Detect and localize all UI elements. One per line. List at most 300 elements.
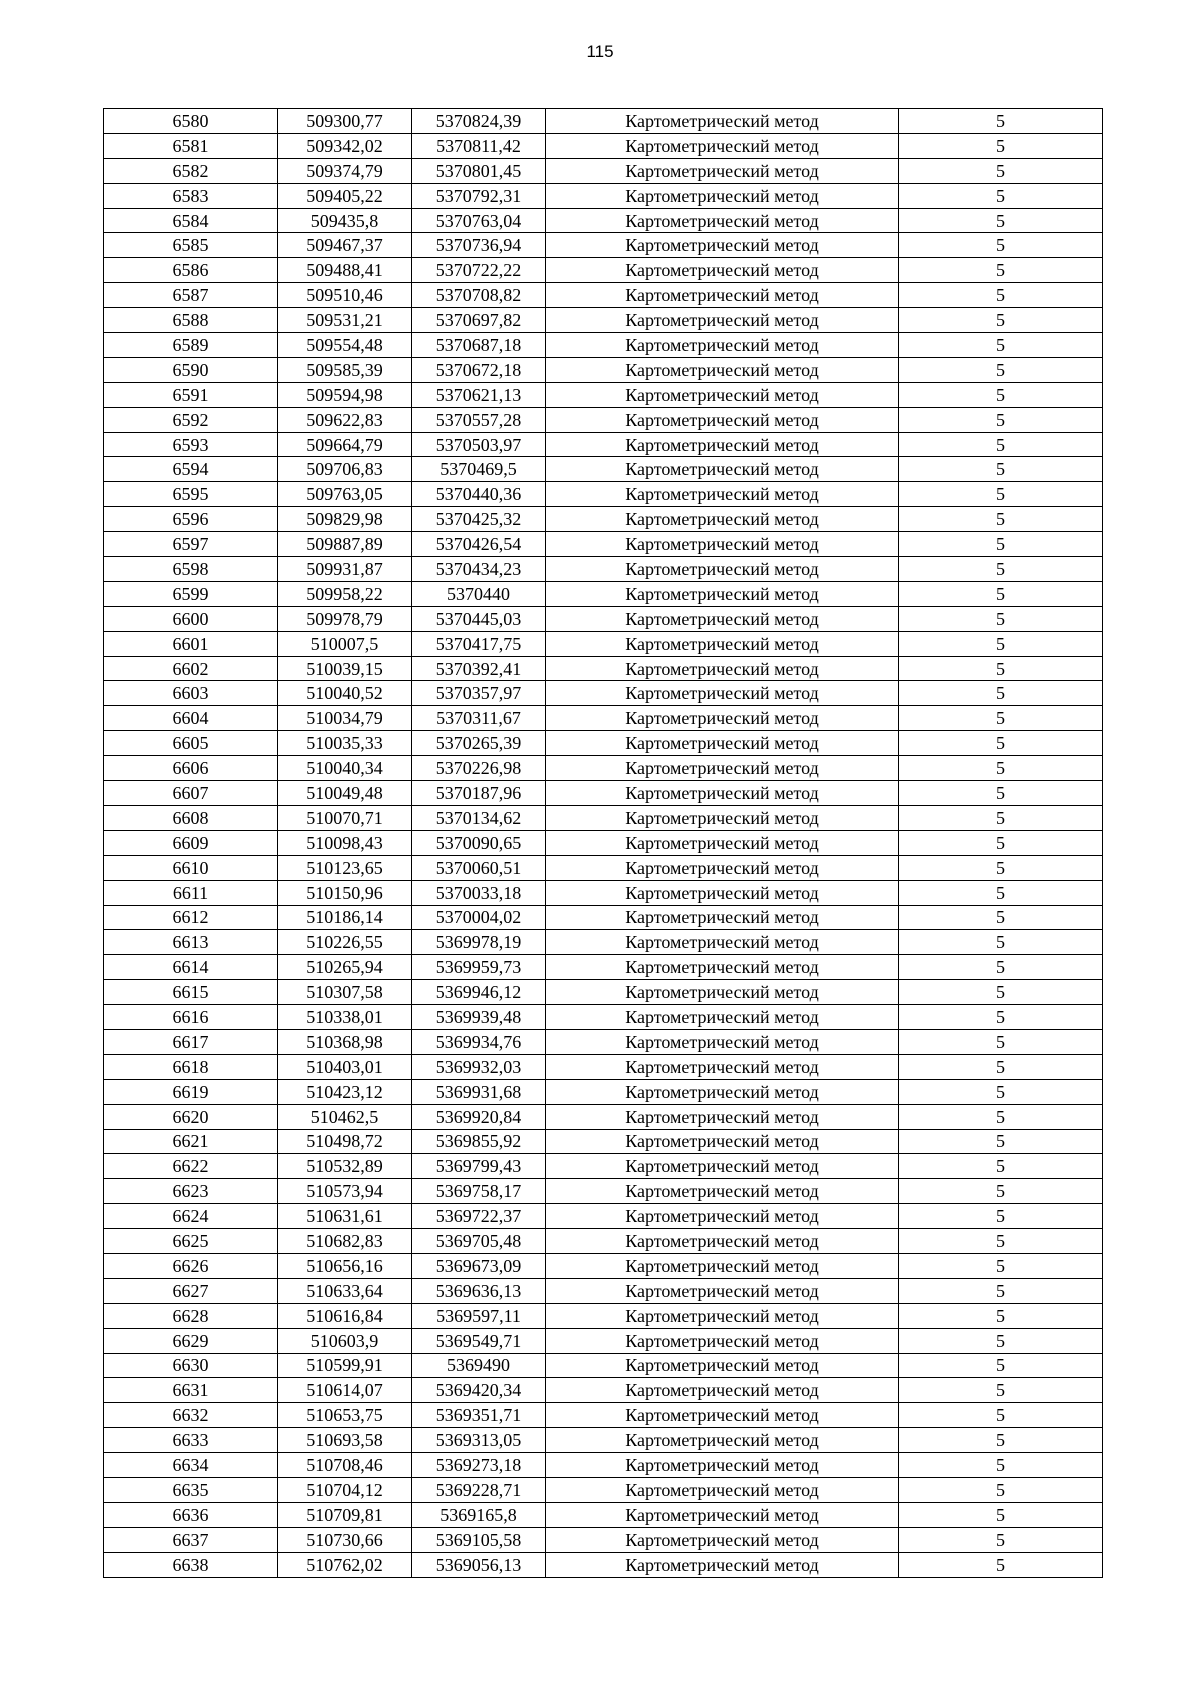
accuracy-cell: 5 (899, 656, 1103, 681)
accuracy-cell: 5 (899, 830, 1103, 855)
point-number-cell: 6599 (104, 581, 278, 606)
y-coordinate-cell: 5369636,13 (412, 1278, 546, 1303)
x-coordinate-cell: 509829,98 (278, 507, 412, 532)
accuracy-cell: 5 (899, 557, 1103, 582)
point-number-cell: 6629 (104, 1328, 278, 1353)
accuracy-cell: 5 (899, 706, 1103, 731)
method-cell: Картометрический метод (546, 333, 899, 358)
method-cell: Картометрический метод (546, 606, 899, 631)
point-number-cell: 6580 (104, 109, 278, 134)
table-row (104, 1179, 1103, 1204)
x-coordinate-cell: 509664,79 (278, 432, 412, 457)
y-coordinate-cell: 5370824,39 (412, 109, 546, 134)
x-coordinate-cell: 510123,65 (278, 855, 412, 880)
method-cell: Картометрический метод (546, 1527, 899, 1552)
accuracy-cell: 5 (899, 1229, 1103, 1254)
accuracy-cell: 5 (899, 532, 1103, 557)
x-coordinate-cell: 510034,79 (278, 706, 412, 731)
table-row (104, 606, 1103, 631)
method-cell: Картометрический метод (546, 1353, 899, 1378)
method-cell: Картометрический метод (546, 1154, 899, 1179)
y-coordinate-cell: 5370503,97 (412, 432, 546, 457)
x-coordinate-cell: 510070,71 (278, 805, 412, 830)
accuracy-cell: 5 (899, 357, 1103, 382)
page-number: 115 (586, 42, 614, 61)
y-coordinate-cell: 5370357,97 (412, 681, 546, 706)
y-coordinate-cell: 5370440,36 (412, 482, 546, 507)
table-row (104, 283, 1103, 308)
point-number-cell: 6600 (104, 606, 278, 631)
point-number-cell: 6593 (104, 432, 278, 457)
accuracy-cell: 5 (899, 1378, 1103, 1403)
method-cell: Картометрический метод (546, 308, 899, 333)
point-number-cell: 6615 (104, 980, 278, 1005)
table-row (104, 980, 1103, 1005)
table-row (104, 507, 1103, 532)
accuracy-cell: 5 (899, 1179, 1103, 1204)
y-coordinate-cell: 5370621,13 (412, 382, 546, 407)
y-coordinate-cell: 5370440 (412, 581, 546, 606)
x-coordinate-cell: 509887,89 (278, 532, 412, 557)
accuracy-cell: 5 (899, 1527, 1103, 1552)
method-cell: Картометрический метод (546, 781, 899, 806)
table-row (104, 830, 1103, 855)
x-coordinate-cell: 509978,79 (278, 606, 412, 631)
table-row (104, 1303, 1103, 1328)
y-coordinate-cell: 5370697,82 (412, 308, 546, 333)
method-cell: Картометрический метод (546, 1029, 899, 1054)
y-coordinate-cell: 5370763,04 (412, 208, 546, 233)
accuracy-cell: 5 (899, 1154, 1103, 1179)
y-coordinate-cell: 5369313,05 (412, 1428, 546, 1453)
method-cell: Картометрический метод (546, 283, 899, 308)
x-coordinate-cell: 510653,75 (278, 1403, 412, 1428)
y-coordinate-cell: 5369351,71 (412, 1403, 546, 1428)
table-row (104, 930, 1103, 955)
point-number-cell: 6604 (104, 706, 278, 731)
y-coordinate-cell: 5370801,45 (412, 158, 546, 183)
point-number-cell: 6589 (104, 333, 278, 358)
y-coordinate-cell: 5369673,09 (412, 1253, 546, 1278)
method-cell: Картометрический метод (546, 1104, 899, 1129)
point-number-cell: 6635 (104, 1477, 278, 1502)
point-number-cell: 6587 (104, 283, 278, 308)
table-row (104, 1353, 1103, 1378)
accuracy-cell: 5 (899, 482, 1103, 507)
table-row (104, 1204, 1103, 1229)
table-row (104, 1005, 1103, 1030)
table-row (104, 333, 1103, 358)
accuracy-cell: 5 (899, 382, 1103, 407)
y-coordinate-cell: 5370187,96 (412, 781, 546, 806)
method-cell: Картометрический метод (546, 830, 899, 855)
point-number-cell: 6625 (104, 1229, 278, 1254)
method-cell: Картометрический метод (546, 133, 899, 158)
x-coordinate-cell: 510614,07 (278, 1378, 412, 1403)
y-coordinate-cell: 5370722,22 (412, 258, 546, 283)
table-row (104, 1527, 1103, 1552)
method-cell: Картометрический метод (546, 1253, 899, 1278)
point-number-cell: 6603 (104, 681, 278, 706)
accuracy-cell: 5 (899, 1204, 1103, 1229)
y-coordinate-cell: 5370445,03 (412, 606, 546, 631)
table-row (104, 1129, 1103, 1154)
accuracy-cell: 5 (899, 183, 1103, 208)
y-coordinate-cell: 5369722,37 (412, 1204, 546, 1229)
method-cell: Картометрический метод (546, 382, 899, 407)
table-row (104, 1079, 1103, 1104)
method-cell: Картометрический метод (546, 1552, 899, 1577)
point-number-cell: 6616 (104, 1005, 278, 1030)
accuracy-cell: 5 (899, 1453, 1103, 1478)
coordinates-table-body (104, 109, 1103, 1578)
table-row (104, 656, 1103, 681)
x-coordinate-cell: 509531,21 (278, 308, 412, 333)
method-cell: Картометрический метод (546, 1005, 899, 1030)
y-coordinate-cell: 5369978,19 (412, 930, 546, 955)
method-cell: Картометрический метод (546, 183, 899, 208)
y-coordinate-cell: 5370134,62 (412, 805, 546, 830)
x-coordinate-cell: 510423,12 (278, 1079, 412, 1104)
method-cell: Картометрический метод (546, 805, 899, 830)
point-number-cell: 6602 (104, 656, 278, 681)
table-row (104, 432, 1103, 457)
method-cell: Картометрический метод (546, 1054, 899, 1079)
accuracy-cell: 5 (899, 855, 1103, 880)
y-coordinate-cell: 5369920,84 (412, 1104, 546, 1129)
method-cell: Картометрический метод (546, 357, 899, 382)
x-coordinate-cell: 510616,84 (278, 1303, 412, 1328)
table-row (104, 1278, 1103, 1303)
table-row (104, 109, 1103, 134)
table-row (104, 1453, 1103, 1478)
method-cell: Картометрический метод (546, 208, 899, 233)
method-cell: Картометрический метод (546, 158, 899, 183)
point-number-cell: 6628 (104, 1303, 278, 1328)
method-cell: Картометрический метод (546, 482, 899, 507)
table-row (104, 681, 1103, 706)
y-coordinate-cell: 5369105,58 (412, 1527, 546, 1552)
table-row (104, 731, 1103, 756)
point-number-cell: 6614 (104, 955, 278, 980)
x-coordinate-cell: 509435,8 (278, 208, 412, 233)
table-row (104, 457, 1103, 482)
accuracy-cell: 5 (899, 805, 1103, 830)
y-coordinate-cell: 5369228,71 (412, 1477, 546, 1502)
accuracy-cell: 5 (899, 1428, 1103, 1453)
y-coordinate-cell: 5370226,98 (412, 756, 546, 781)
point-number-cell: 6634 (104, 1453, 278, 1478)
table-row (104, 208, 1103, 233)
point-number-cell: 6606 (104, 756, 278, 781)
x-coordinate-cell: 509510,46 (278, 283, 412, 308)
method-cell: Картометрический метод (546, 880, 899, 905)
x-coordinate-cell: 510040,34 (278, 756, 412, 781)
method-cell: Картометрический метод (546, 407, 899, 432)
y-coordinate-cell: 5369758,17 (412, 1179, 546, 1204)
accuracy-cell: 5 (899, 606, 1103, 631)
table-row (104, 805, 1103, 830)
point-number-cell: 6607 (104, 781, 278, 806)
method-cell: Картометрический метод (546, 905, 899, 930)
point-number-cell: 6581 (104, 133, 278, 158)
y-coordinate-cell: 5369597,11 (412, 1303, 546, 1328)
accuracy-cell: 5 (899, 507, 1103, 532)
method-cell: Картометрический метод (546, 1502, 899, 1527)
point-number-cell: 6601 (104, 631, 278, 656)
accuracy-cell: 5 (899, 905, 1103, 930)
x-coordinate-cell: 510656,16 (278, 1253, 412, 1278)
x-coordinate-cell: 510709,81 (278, 1502, 412, 1527)
method-cell: Картометрический метод (546, 1079, 899, 1104)
method-cell: Картометрический метод (546, 631, 899, 656)
x-coordinate-cell: 510603,9 (278, 1328, 412, 1353)
table-row (104, 1253, 1103, 1278)
point-number-cell: 6605 (104, 731, 278, 756)
x-coordinate-cell: 510039,15 (278, 656, 412, 681)
x-coordinate-cell: 509374,79 (278, 158, 412, 183)
table-row (104, 258, 1103, 283)
y-coordinate-cell: 5369934,76 (412, 1029, 546, 1054)
table-row (104, 308, 1103, 333)
method-cell: Картометрический метод (546, 457, 899, 482)
x-coordinate-cell: 510049,48 (278, 781, 412, 806)
method-cell: Картометрический метод (546, 731, 899, 756)
method-cell: Картометрический метод (546, 233, 899, 258)
accuracy-cell: 5 (899, 333, 1103, 358)
x-coordinate-cell: 510693,58 (278, 1428, 412, 1453)
y-coordinate-cell: 5370672,18 (412, 357, 546, 382)
x-coordinate-cell: 510633,64 (278, 1278, 412, 1303)
table-row (104, 133, 1103, 158)
y-coordinate-cell: 5370033,18 (412, 880, 546, 905)
y-coordinate-cell: 5370736,94 (412, 233, 546, 258)
point-number-cell: 6620 (104, 1104, 278, 1129)
x-coordinate-cell: 509763,05 (278, 482, 412, 507)
y-coordinate-cell: 5369056,13 (412, 1552, 546, 1577)
method-cell: Картометрический метод (546, 432, 899, 457)
table-row (104, 1328, 1103, 1353)
point-number-cell: 6609 (104, 830, 278, 855)
accuracy-cell: 5 (899, 308, 1103, 333)
y-coordinate-cell: 5370811,42 (412, 133, 546, 158)
accuracy-cell: 5 (899, 1328, 1103, 1353)
method-cell: Картометрический метод (546, 1303, 899, 1328)
method-cell: Картометрический метод (546, 1179, 899, 1204)
x-coordinate-cell: 510403,01 (278, 1054, 412, 1079)
point-number-cell: 6597 (104, 532, 278, 557)
table-row (104, 557, 1103, 582)
point-number-cell: 6608 (104, 805, 278, 830)
point-number-cell: 6637 (104, 1527, 278, 1552)
y-coordinate-cell: 5369799,43 (412, 1154, 546, 1179)
accuracy-cell: 5 (899, 581, 1103, 606)
method-cell: Картометрический метод (546, 1378, 899, 1403)
x-coordinate-cell: 509488,41 (278, 258, 412, 283)
table-row (104, 880, 1103, 905)
x-coordinate-cell: 510730,66 (278, 1527, 412, 1552)
y-coordinate-cell: 5369939,48 (412, 1005, 546, 1030)
table-row (104, 1229, 1103, 1254)
method-cell: Картометрический метод (546, 1428, 899, 1453)
point-number-cell: 6613 (104, 930, 278, 955)
accuracy-cell: 5 (899, 631, 1103, 656)
y-coordinate-cell: 5370434,23 (412, 557, 546, 582)
point-number-cell: 6594 (104, 457, 278, 482)
method-cell: Картометрический метод (546, 258, 899, 283)
y-coordinate-cell: 5369490 (412, 1353, 546, 1378)
x-coordinate-cell: 509585,39 (278, 357, 412, 382)
table-row (104, 855, 1103, 880)
point-number-cell: 6595 (104, 482, 278, 507)
y-coordinate-cell: 5369959,73 (412, 955, 546, 980)
x-coordinate-cell: 510682,83 (278, 1229, 412, 1254)
x-coordinate-cell: 509342,02 (278, 133, 412, 158)
method-cell: Картометрический метод (546, 1328, 899, 1353)
method-cell: Картометрический метод (546, 557, 899, 582)
accuracy-cell: 5 (899, 133, 1103, 158)
point-number-cell: 6611 (104, 880, 278, 905)
x-coordinate-cell: 510599,91 (278, 1353, 412, 1378)
point-number-cell: 6588 (104, 308, 278, 333)
table-row (104, 382, 1103, 407)
accuracy-cell: 5 (899, 432, 1103, 457)
accuracy-cell: 5 (899, 681, 1103, 706)
method-cell: Картометрический метод (546, 855, 899, 880)
accuracy-cell: 5 (899, 1129, 1103, 1154)
table-row (104, 1428, 1103, 1453)
point-number-cell: 6627 (104, 1278, 278, 1303)
y-coordinate-cell: 5370469,5 (412, 457, 546, 482)
accuracy-cell: 5 (899, 1005, 1103, 1030)
y-coordinate-cell: 5369855,92 (412, 1129, 546, 1154)
method-cell: Картометрический метод (546, 1453, 899, 1478)
method-cell: Картометрический метод (546, 955, 899, 980)
y-coordinate-cell: 5369931,68 (412, 1079, 546, 1104)
y-coordinate-cell: 5369273,18 (412, 1453, 546, 1478)
x-coordinate-cell: 510498,72 (278, 1129, 412, 1154)
x-coordinate-cell: 510532,89 (278, 1154, 412, 1179)
y-coordinate-cell: 5369165,8 (412, 1502, 546, 1527)
x-coordinate-cell: 510307,58 (278, 980, 412, 1005)
method-cell: Картометрический метод (546, 507, 899, 532)
method-cell: Картометрический метод (546, 656, 899, 681)
point-number-cell: 6583 (104, 183, 278, 208)
accuracy-cell: 5 (899, 1403, 1103, 1428)
y-coordinate-cell: 5370392,41 (412, 656, 546, 681)
table-row (104, 1029, 1103, 1054)
x-coordinate-cell: 510035,33 (278, 731, 412, 756)
point-number-cell: 6584 (104, 208, 278, 233)
point-number-cell: 6582 (104, 158, 278, 183)
point-number-cell: 6636 (104, 1502, 278, 1527)
x-coordinate-cell: 509706,83 (278, 457, 412, 482)
method-cell: Картометрический метод (546, 1403, 899, 1428)
coordinates-table (103, 108, 1103, 1578)
x-coordinate-cell: 509405,22 (278, 183, 412, 208)
coordinates-table-container (103, 108, 1102, 1578)
y-coordinate-cell: 5370004,02 (412, 905, 546, 930)
accuracy-cell: 5 (899, 258, 1103, 283)
point-number-cell: 6619 (104, 1079, 278, 1104)
table-row (104, 1054, 1103, 1079)
point-number-cell: 6618 (104, 1054, 278, 1079)
table-row (104, 1104, 1103, 1129)
accuracy-cell: 5 (899, 233, 1103, 258)
x-coordinate-cell: 510368,98 (278, 1029, 412, 1054)
y-coordinate-cell: 5370265,39 (412, 731, 546, 756)
y-coordinate-cell: 5369946,12 (412, 980, 546, 1005)
table-row (104, 183, 1103, 208)
x-coordinate-cell: 509300,77 (278, 109, 412, 134)
table-row (104, 706, 1103, 731)
y-coordinate-cell: 5370090,65 (412, 830, 546, 855)
x-coordinate-cell: 510186,14 (278, 905, 412, 930)
y-coordinate-cell: 5370708,82 (412, 283, 546, 308)
method-cell: Картометрический метод (546, 980, 899, 1005)
x-coordinate-cell: 510708,46 (278, 1453, 412, 1478)
y-coordinate-cell: 5370311,67 (412, 706, 546, 731)
accuracy-cell: 5 (899, 158, 1103, 183)
point-number-cell: 6598 (104, 557, 278, 582)
method-cell: Картометрический метод (546, 1477, 899, 1502)
table-row (104, 532, 1103, 557)
x-coordinate-cell: 510007,5 (278, 631, 412, 656)
point-number-cell: 6624 (104, 1204, 278, 1229)
point-number-cell: 6585 (104, 233, 278, 258)
x-coordinate-cell: 510573,94 (278, 1179, 412, 1204)
point-number-cell: 6617 (104, 1029, 278, 1054)
table-row (104, 905, 1103, 930)
accuracy-cell: 5 (899, 1029, 1103, 1054)
accuracy-cell: 5 (899, 781, 1103, 806)
accuracy-cell: 5 (899, 1552, 1103, 1577)
method-cell: Картометрический метод (546, 581, 899, 606)
method-cell: Картометрический метод (546, 1204, 899, 1229)
accuracy-cell: 5 (899, 880, 1103, 905)
table-row (104, 407, 1103, 432)
x-coordinate-cell: 509467,37 (278, 233, 412, 258)
table-row (104, 1154, 1103, 1179)
y-coordinate-cell: 5370687,18 (412, 333, 546, 358)
table-row (104, 781, 1103, 806)
y-coordinate-cell: 5370426,54 (412, 532, 546, 557)
x-coordinate-cell: 510150,96 (278, 880, 412, 905)
accuracy-cell: 5 (899, 109, 1103, 134)
point-number-cell: 6623 (104, 1179, 278, 1204)
x-coordinate-cell: 510098,43 (278, 830, 412, 855)
table-row (104, 756, 1103, 781)
y-coordinate-cell: 5370792,31 (412, 183, 546, 208)
method-cell: Картометрический метод (546, 1278, 899, 1303)
accuracy-cell: 5 (899, 1278, 1103, 1303)
accuracy-cell: 5 (899, 930, 1103, 955)
x-coordinate-cell: 510338,01 (278, 1005, 412, 1030)
point-number-cell: 6586 (104, 258, 278, 283)
table-row (104, 158, 1103, 183)
method-cell: Картометрический метод (546, 706, 899, 731)
x-coordinate-cell: 510631,61 (278, 1204, 412, 1229)
y-coordinate-cell: 5370557,28 (412, 407, 546, 432)
method-cell: Картометрический метод (546, 1229, 899, 1254)
x-coordinate-cell: 509958,22 (278, 581, 412, 606)
method-cell: Картометрический метод (546, 756, 899, 781)
y-coordinate-cell: 5370060,51 (412, 855, 546, 880)
accuracy-cell: 5 (899, 955, 1103, 980)
x-coordinate-cell: 510265,94 (278, 955, 412, 980)
point-number-cell: 6590 (104, 357, 278, 382)
x-coordinate-cell: 509554,48 (278, 333, 412, 358)
